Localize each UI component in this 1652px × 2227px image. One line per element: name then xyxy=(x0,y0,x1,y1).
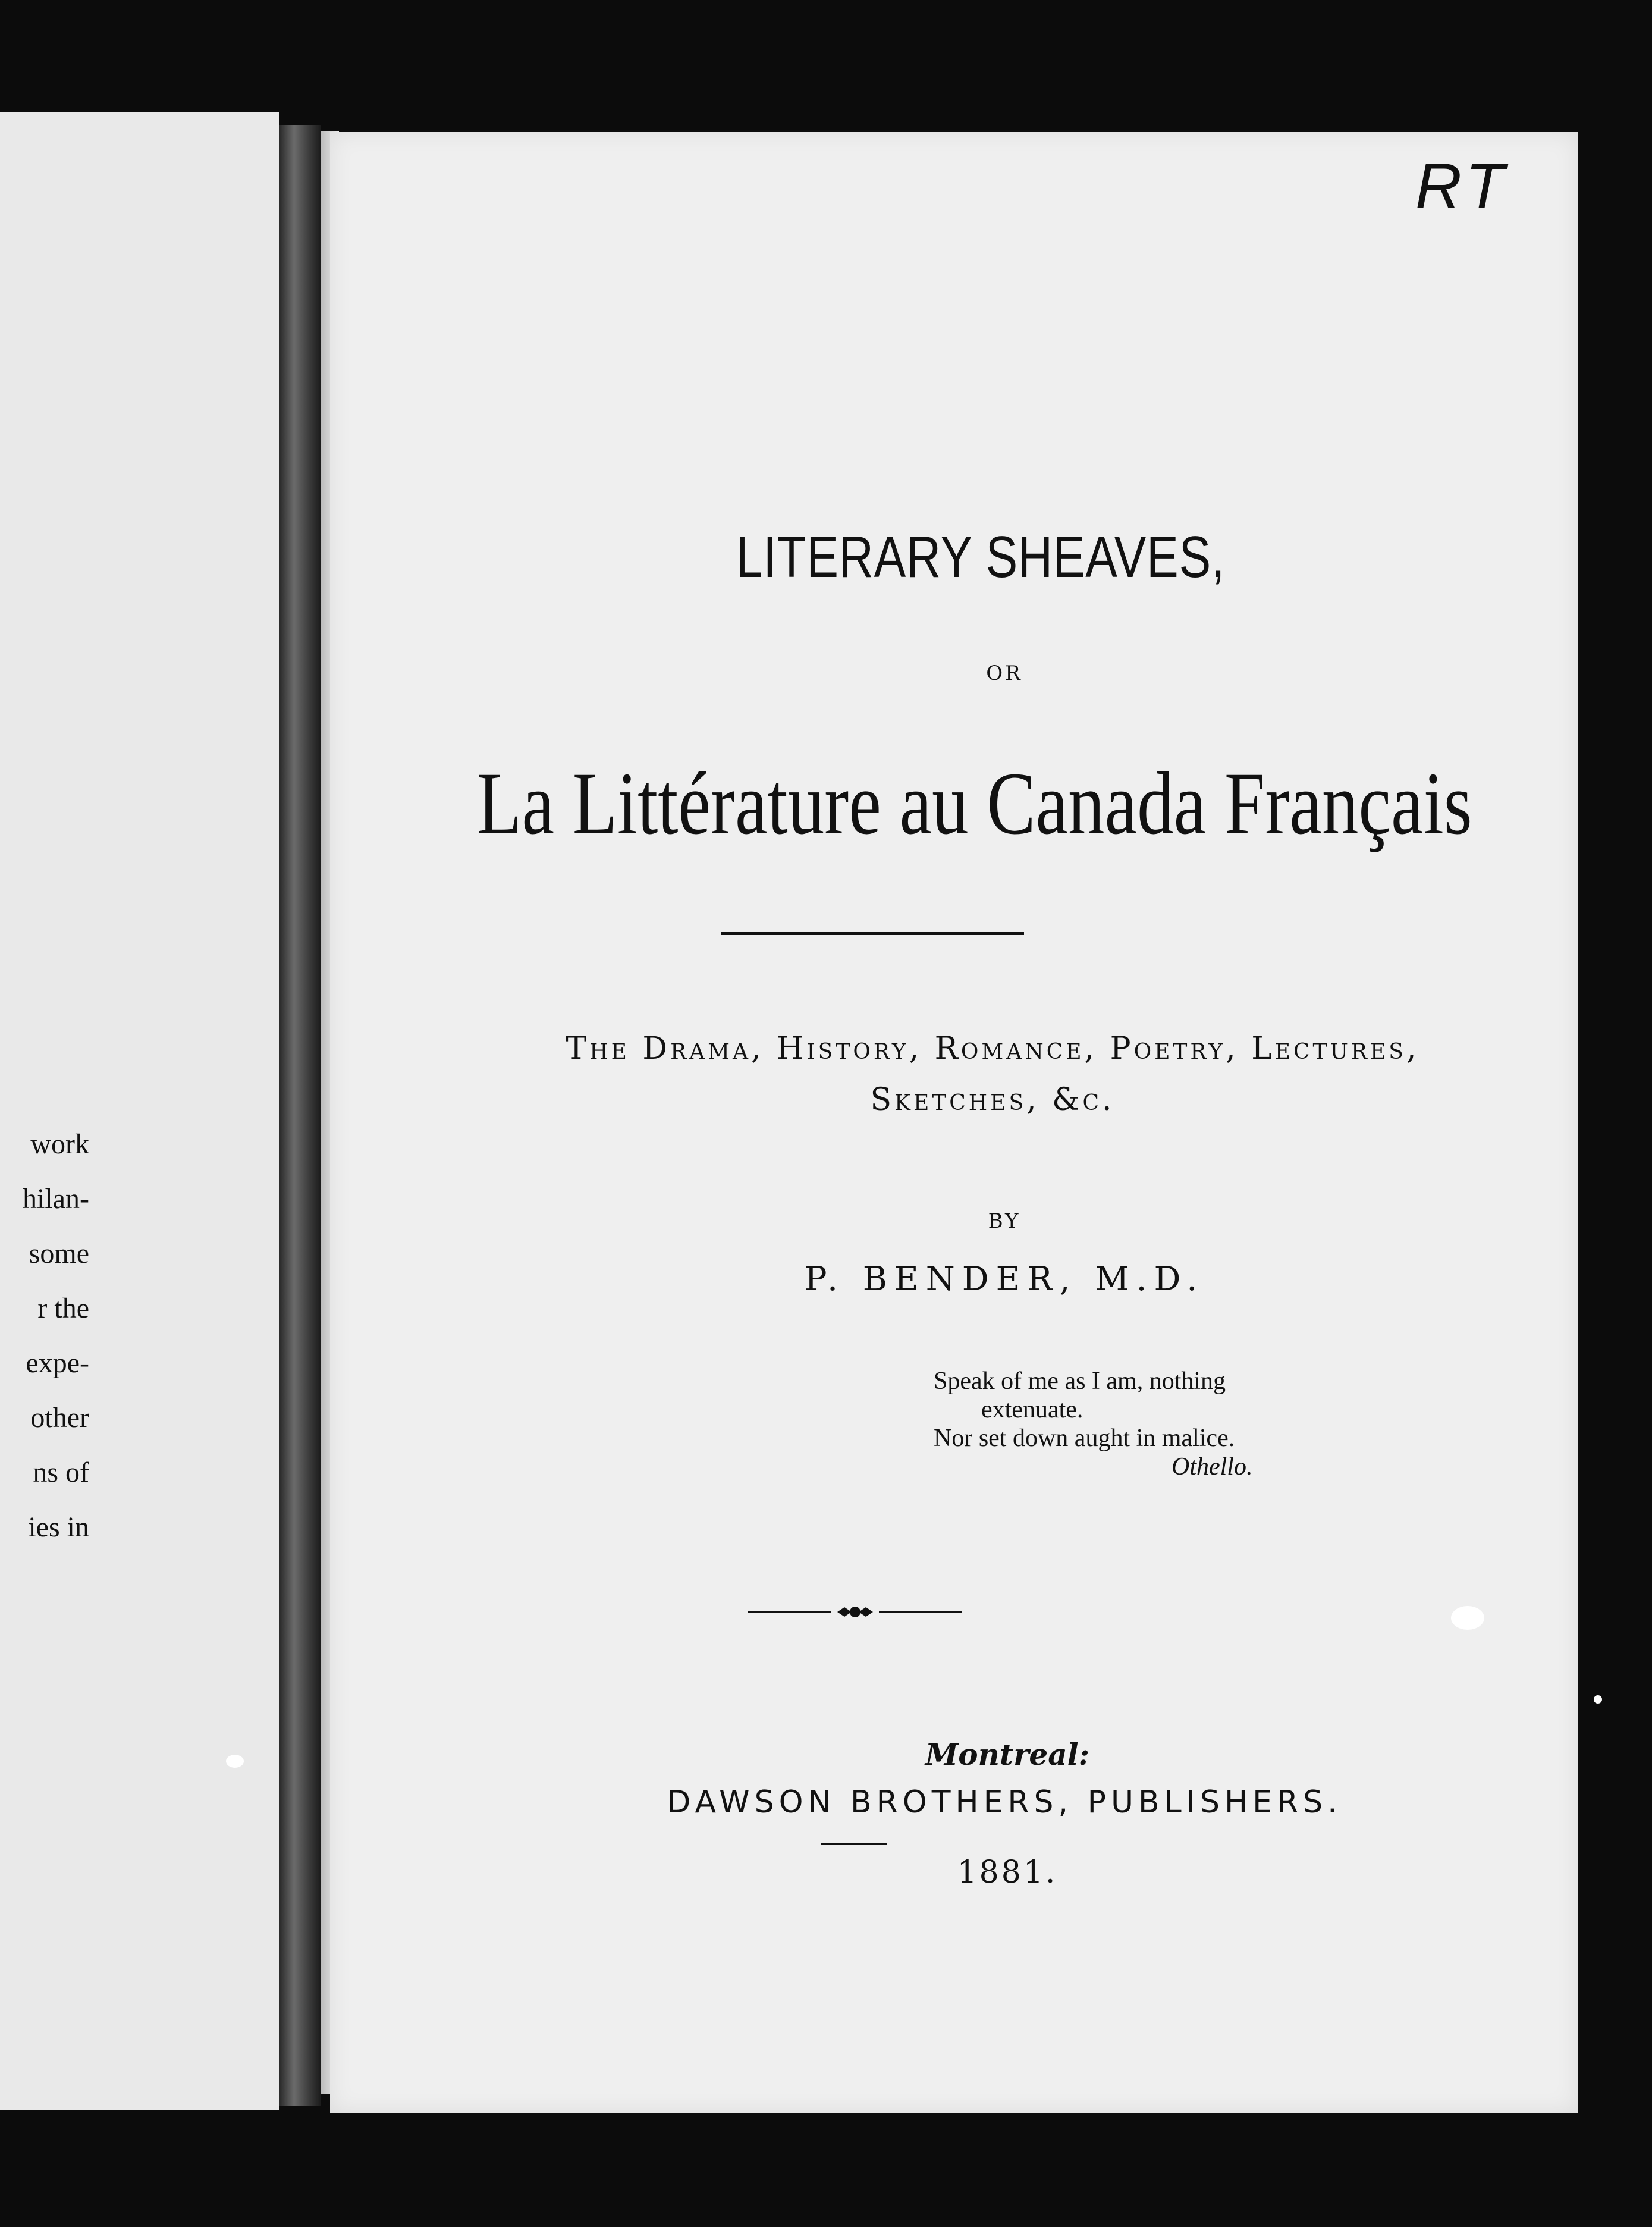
or-conjunction: OR xyxy=(986,661,1023,685)
publication-year: 1881. xyxy=(957,1855,1058,1890)
french-subtitle: La Littérature au Canada Français xyxy=(477,754,1472,853)
epigraph-line-3: Nor set down aught in malice. xyxy=(934,1425,1235,1452)
film-speck xyxy=(226,1755,244,1768)
previous-page-text xyxy=(0,1117,89,1555)
book-spine xyxy=(279,125,321,2106)
epigraph-line-1: Speak of me as I am, nothing xyxy=(934,1367,1226,1395)
previous-page-line: expe- xyxy=(26,1347,89,1379)
film-speck xyxy=(1451,1606,1484,1630)
epigraph-attribution: Othello. xyxy=(1172,1453,1253,1481)
ornament-divider xyxy=(748,1600,962,1624)
publication-place: Montreal: xyxy=(925,1737,1090,1772)
year-rule xyxy=(821,1843,887,1845)
by-label: BY xyxy=(988,1209,1021,1233)
film-speck xyxy=(1594,1695,1602,1704)
epigraph-line-2: extenuate. xyxy=(981,1396,1083,1423)
title-rule xyxy=(721,932,1024,935)
previous-page-line: other xyxy=(30,1402,89,1434)
previous-page-line: ns of xyxy=(33,1457,89,1488)
book-title: LITERARY SHEAVES, xyxy=(736,524,1226,589)
contents-line-1: The Drama, History, Romance, Poetry, Lectures, xyxy=(566,1031,1419,1067)
contents-description xyxy=(369,1023,1616,1125)
previous-page xyxy=(0,112,279,2110)
epigraph xyxy=(934,1367,1350,1481)
previous-page-line: ies in xyxy=(28,1511,89,1543)
contents-line-2: Sketches, &c. xyxy=(870,1082,1115,1118)
previous-page-line: some xyxy=(29,1238,89,1269)
previous-page-line: work xyxy=(30,1128,89,1160)
publisher-name: DAWSON BROTHERS, PUBLISHERS. xyxy=(667,1784,1342,1820)
author-name: P. BENDER, M.D. xyxy=(804,1260,1205,1298)
previous-page-line: hilan- xyxy=(23,1183,89,1215)
previous-page-line: r the xyxy=(37,1293,89,1324)
handwritten-annotation: RT xyxy=(1415,150,1510,222)
